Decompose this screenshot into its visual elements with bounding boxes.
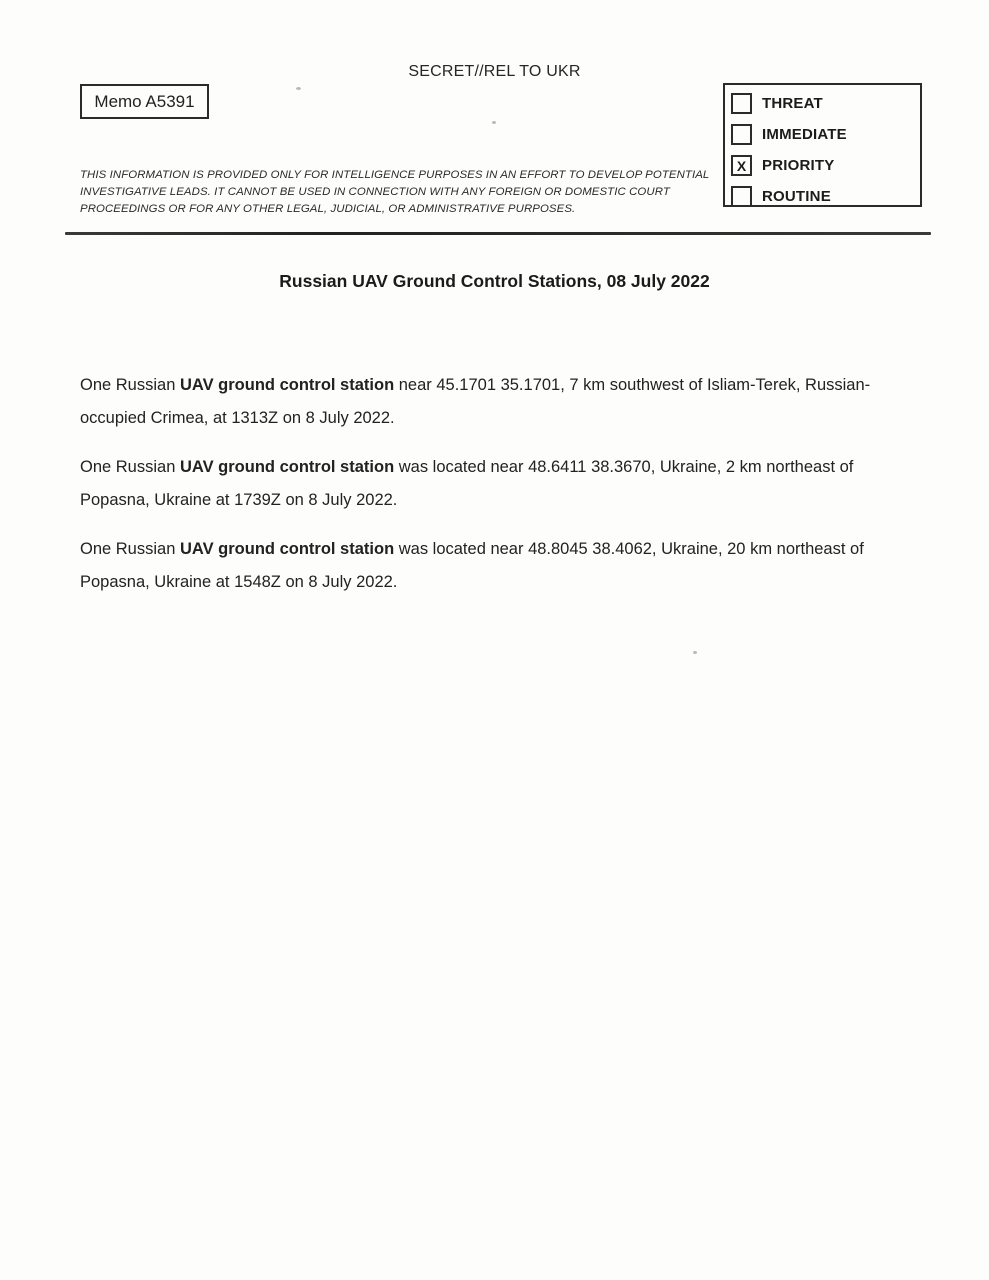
paragraph-bold-text: UAV ground control station — [179, 458, 395, 476]
memo-number-box — [80, 84, 209, 119]
classification-banner: SECRET//REL TO UKR — [408, 63, 581, 80]
immediate-checkbox[interactable] — [731, 124, 752, 145]
paragraph-text: One Russian — [80, 376, 180, 394]
priority-checkbox[interactable]: X — [731, 155, 752, 176]
report-paragraph — [80, 451, 925, 517]
precedence-row-threat — [731, 89, 920, 118]
routine-label: ROUTINE — [762, 188, 831, 205]
priority-label: PRIORITY — [762, 157, 835, 174]
precedence-panel — [723, 83, 922, 207]
paragraph-text: was located near 48.8045 38.4062, Ukraine, 20 km northeast of Popasna, Ukraine at 1548Z on 8 July 2022. — [80, 540, 864, 591]
memo-number-label: Memo A5391 — [94, 91, 195, 111]
paragraph-text: One Russian — [80, 540, 180, 558]
report-paragraph — [80, 533, 925, 599]
paragraph-text: near 45.1701 35.1701, 7 km southwest of Isliam-Terek, Russian-occupied Crimea, at 1313Z on 8 July 2022. — [80, 376, 871, 427]
paragraph-text: was located near 48.6411 38.3670, Ukraine, 2 km northeast of Popasna, Ukraine at 1739Z on 8 July 2022. — [80, 458, 854, 509]
report-paragraph — [80, 369, 925, 435]
document-title: Russian UAV Ground Control Stations, 08 July 2022 — [279, 271, 710, 291]
scan-artifact — [296, 87, 301, 90]
scan-artifact — [492, 121, 496, 124]
threat-checkbox[interactable] — [731, 93, 752, 114]
precedence-row-routine — [731, 182, 920, 211]
scan-artifact — [693, 651, 697, 654]
paragraph-text: One Russian — [80, 458, 180, 476]
precedence-row-immediate — [731, 120, 920, 149]
intelligence-disclaimer: THIS INFORMATION IS PROVIDED ONLY FOR INTELLIGENCE PURPOSES IN AN EFFORT TO DEVELOP POTENTIAL INVESTIGATIVE LEADS. IT CANNOT BE USED IN CONNECTION WITH ANY FOREIGN OR DOMESTIC COURT PROCEEDINGS OR FOR ANY OTHER LEGAL, JUDICIAL, OR ADMINISTRATIVE PURPOSES. — [80, 169, 710, 215]
threat-label: THREAT — [762, 95, 823, 112]
header-divider — [65, 232, 931, 235]
memo-body — [80, 369, 925, 615]
paragraph-bold-text: UAV ground control station — [179, 540, 395, 558]
paragraph-bold-text: UAV ground control station — [179, 376, 395, 394]
immediate-label: IMMEDIATE — [762, 126, 847, 143]
precedence-row-priority — [731, 151, 920, 180]
